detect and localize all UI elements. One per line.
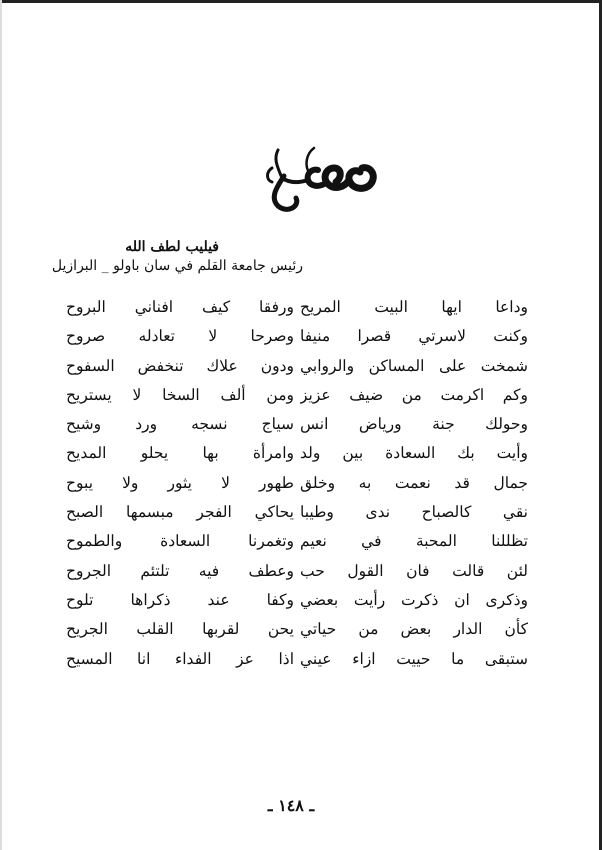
verse-line	[66, 381, 528, 410]
verse-line	[66, 615, 528, 644]
verse-left-hemistich: ورفقا كيف افناني البروح	[66, 298, 294, 316]
verse-left-hemistich: يحاكي الفجر مبسمها الصبح	[66, 503, 294, 522]
poem-title-calligraphy	[236, 128, 386, 218]
verse-right-hemistich: وداعا ايها البيت المريح	[300, 298, 528, 316]
verse-line	[66, 410, 528, 439]
author-name: فيليب لطف الله	[125, 239, 219, 255]
verse-right-hemistich: ستبقى ما حييت ازاء عيني	[300, 649, 528, 668]
verse-line	[66, 322, 528, 351]
verse-right-hemistich: تظللنا المحبة في نعيم	[300, 532, 528, 551]
verse-left-hemistich: ومن ألف السخا لا يستريح	[66, 385, 294, 404]
verse-line	[66, 439, 528, 468]
verse-left-hemistich: وتغمرنا السعادة والطموح	[66, 532, 294, 551]
verse-left-hemistich: وكفا عند ذكراها تلوح	[66, 590, 294, 609]
verse-right-hemistich: وأيت بك السعادة بين ولد	[300, 444, 528, 463]
verse-left-hemistich: وامرأة بها يحلو المديح	[66, 444, 294, 463]
verse-right-hemistich: جمال قد نعمت به وخلق	[300, 473, 528, 492]
verse-right-hemistich: نقي كالصباح ندى وطيبا	[300, 503, 528, 522]
verse-left-hemistich: اذا عز الفداء انا المسيح	[66, 649, 294, 668]
verse-line	[66, 557, 528, 586]
poem-title	[236, 156, 386, 203]
verse-line	[66, 469, 528, 498]
verse-left-hemistich: سياج نسجه ورد وشيح	[66, 415, 294, 434]
verse-right-hemistich: وذكرى ان ذكرت رأيت بعضي	[300, 590, 528, 609]
verse-line	[66, 586, 528, 615]
verse-right-hemistich: وكم اكرمت من ضيف عزيز	[300, 385, 528, 404]
verse-left-hemistich: وصرحا لا تعادله صروح	[66, 327, 294, 346]
page-number: ـ ١٤٨ ـ	[267, 796, 315, 815]
verse-line	[66, 645, 528, 674]
page-edge-top	[0, 0, 602, 3]
verse-right-hemistich: وكنت لاسرتي قصرا منيفا	[300, 327, 528, 346]
verse-left-hemistich: طهور لا يثور ولا يبوح	[66, 473, 294, 492]
verse-left-hemistich: وعطف فيه تلتئم الجروح	[66, 561, 294, 580]
verse-right-hemistich: لئن قالت فان القول حب	[300, 561, 528, 580]
page-edge-left	[0, 0, 2, 850]
verse-line	[66, 352, 528, 381]
verse-right-hemistich: شمخت على المساكن والروابي	[300, 356, 528, 375]
verse-line	[66, 293, 528, 322]
verse-right-hemistich: وحولك جنة ورياض انس	[300, 415, 528, 434]
verse-left-hemistich: ودون علاك تنخفض السفوح	[66, 356, 294, 375]
poem-body	[66, 293, 528, 674]
verse-right-hemistich: كأن الدار بعض من حياتي	[300, 620, 528, 639]
verse-left-hemistich: يحن لقربها القلب الجريح	[66, 620, 294, 639]
verse-line	[66, 498, 528, 527]
author-affiliation: رئيس جامعة القلم في سان باولو _ البرازيل	[51, 258, 303, 274]
verse-line	[66, 527, 528, 556]
